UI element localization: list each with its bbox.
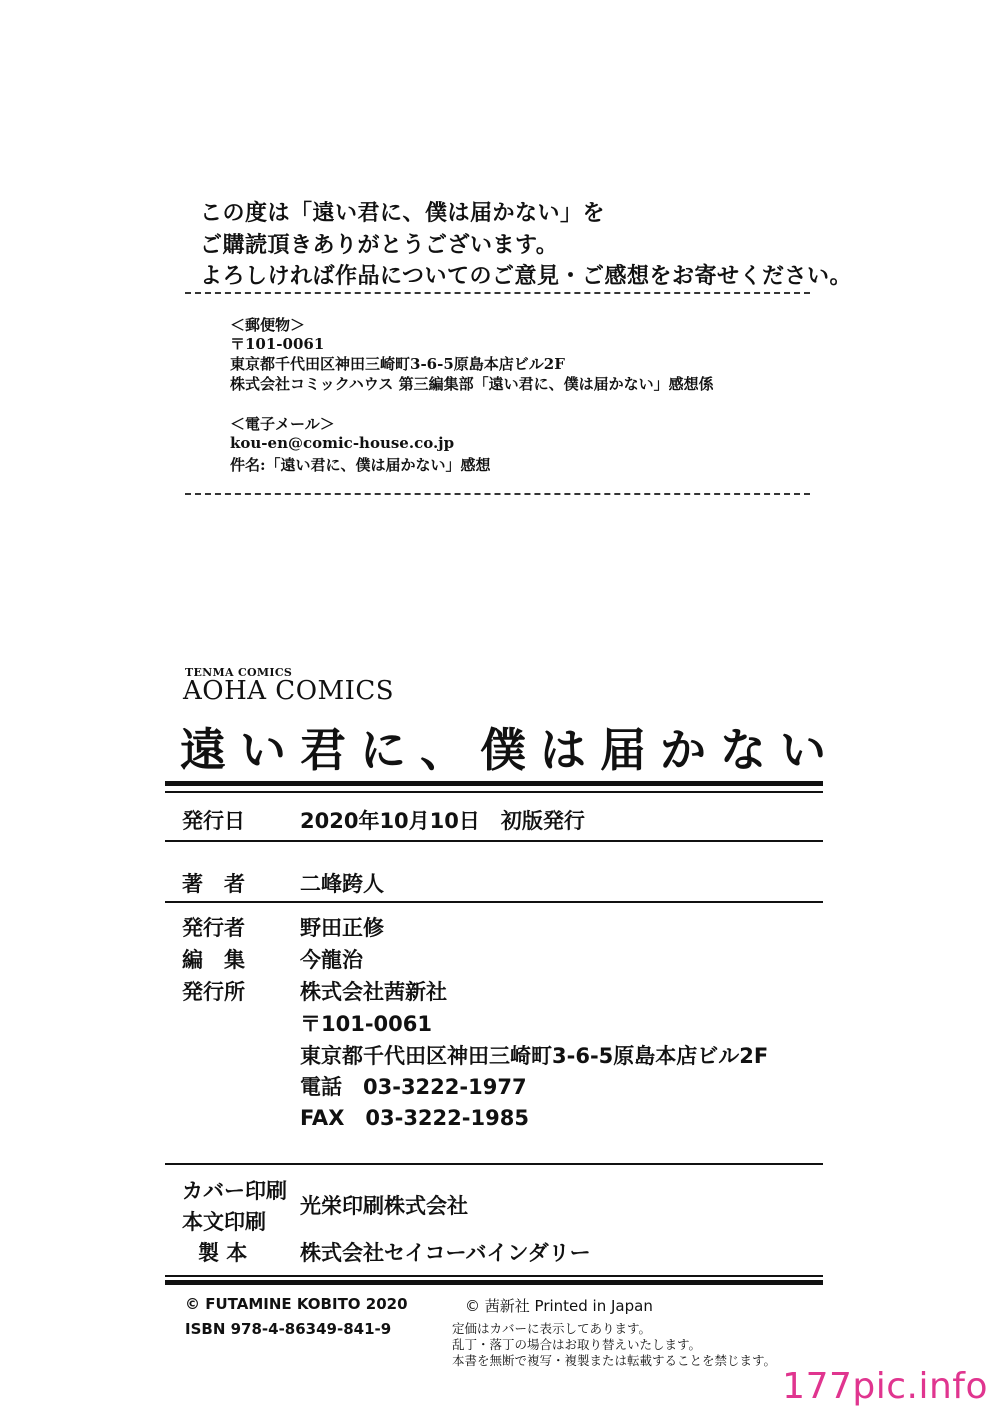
- publisher-postal: 〒101-0061: [300, 1012, 432, 1036]
- row-value-publisher: 野田正修: [300, 916, 384, 940]
- email-heading: ＜電子メール＞: [230, 415, 335, 433]
- body-print-label: 本文印刷: [182, 1210, 266, 1234]
- printer-name: 光栄印刷株式会社: [300, 1194, 468, 1218]
- rule-bottom-thin: [165, 1275, 823, 1277]
- thanks-line-3: よろしければ作品についてのご意見・ご感想をお寄せください。: [200, 263, 853, 289]
- publisher-address: 東京都千代田区神田三崎町3-6-5原島本店ビル2F: [300, 1044, 769, 1068]
- publisher-phone: 電話 03-3222-1977: [300, 1075, 527, 1099]
- binder-name: 株式会社セイコーバインダリー: [300, 1241, 591, 1265]
- thanks-line-2: ご購読頂きありがとうございます。: [200, 232, 559, 258]
- book-title: 遠い君に、僕は届かない: [180, 723, 840, 777]
- note-copying: 本書を無断で複写・複製または転載することを禁じます。: [452, 1353, 777, 1368]
- rule-title: [165, 781, 823, 786]
- imprint-name: AOHA COMICS: [183, 676, 395, 706]
- row-value-office: 株式会社茜新社: [300, 980, 447, 1004]
- series-label: TENMA COMICS: [185, 666, 293, 679]
- row-key-date: 発行日: [182, 809, 245, 833]
- row-value-author: 二峰跨人: [300, 872, 384, 896]
- isbn: ISBN 978-4-86349-841-9: [185, 1320, 392, 1338]
- mail-postal: 〒101-0061: [230, 335, 325, 353]
- row-key-office: 発行所: [182, 980, 245, 1004]
- row-key-editor: 編 集: [182, 948, 245, 972]
- thanks-line-1: この度は「遠い君に、僕は届かない」を: [200, 200, 606, 226]
- site-watermark: 177pic.info: [782, 1366, 988, 1407]
- mail-recipient: 株式会社コミックハウス 第三編集部「遠い君に、僕は届かない」感想係: [230, 375, 714, 393]
- email-subject: 件名:「遠い君に、僕は届かない」感想: [230, 456, 491, 474]
- publisher-fax: FAX 03-3222-1985: [300, 1106, 529, 1130]
- rule-title-thin: [165, 791, 823, 793]
- binding-label: 製 本: [198, 1241, 248, 1265]
- mail-heading: ＜郵便物＞: [230, 316, 306, 334]
- rule-3: [165, 1163, 823, 1165]
- row-key-author: 著 者: [182, 872, 245, 896]
- dashed-divider-top: [185, 292, 810, 294]
- mail-address: 東京都千代田区神田三崎町3-6-5原島本店ビル2F: [230, 355, 565, 373]
- row-value-date: 2020年10月10日 初版発行: [300, 809, 585, 833]
- note-replacement: 乱丁・落丁の場合はお取り替えいたします。: [452, 1337, 702, 1352]
- row-key-publisher: 発行者: [182, 916, 245, 940]
- note-price: 定価はカバーに表示してあります。: [452, 1321, 652, 1336]
- dashed-divider-bottom: [185, 493, 810, 495]
- publisher-copyright: © 茜新社 Printed in Japan: [465, 1297, 653, 1315]
- cover-print-label: カバー印刷: [182, 1179, 287, 1203]
- copyright: © FUTAMINE KOBITO 2020: [185, 1295, 408, 1313]
- rule-1: [165, 840, 823, 842]
- rule-2: [165, 901, 823, 903]
- row-value-editor: 今龍治: [300, 948, 363, 972]
- rule-bottom-thick: [165, 1280, 823, 1285]
- email-address: kou-en@comic-house.co.jp: [230, 434, 455, 452]
